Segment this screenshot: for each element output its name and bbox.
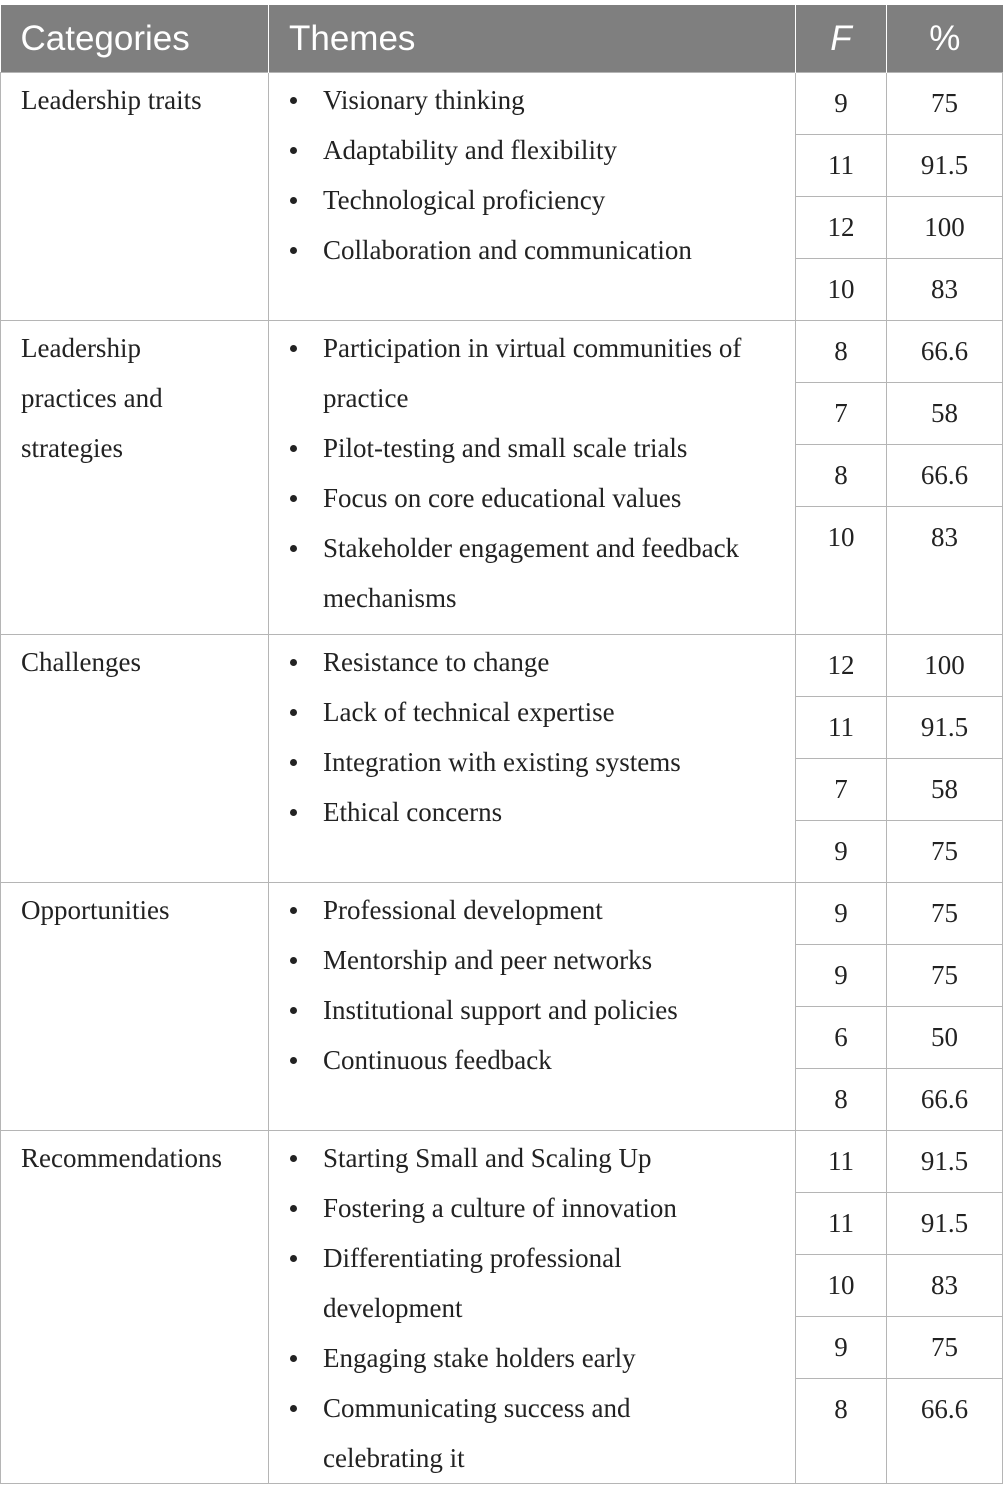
frequency-value: 9: [796, 883, 886, 945]
header-row: [1, 5, 1003, 73]
frequency-value: 11: [796, 135, 886, 197]
theme-item: Collaboration and communication: [289, 225, 775, 275]
percent-value: 91.5: [887, 1131, 1002, 1193]
table-row: [1, 635, 1003, 883]
theme-item: Fostering a culture of innovation: [289, 1183, 775, 1233]
frequency-value: 8: [834, 1084, 848, 1114]
percent-value: 75: [887, 945, 1002, 1007]
frequency-values: [796, 635, 886, 882]
theme-item: Differentiating professional development: [289, 1233, 623, 1333]
percent-value: 58: [887, 383, 1002, 445]
frequency-values: [796, 73, 886, 320]
frequency-value: 9: [796, 945, 886, 1007]
header-themes: Themes: [269, 5, 796, 73]
frequency-values: [796, 1131, 886, 1461]
category-cell: [1, 73, 269, 321]
percent-value: 91.5: [887, 1193, 1002, 1255]
frequency-cell: [796, 883, 887, 1131]
percent-value: 75: [931, 836, 958, 866]
header-percent: %: [887, 5, 1003, 73]
percent-values: [887, 635, 1002, 882]
frequency-value: 8: [834, 1394, 848, 1424]
theme-list: [289, 1131, 775, 1483]
theme-item: Stakeholder engagement and feedback mechanisms: [289, 523, 773, 623]
frequency-cell: [796, 1131, 887, 1484]
theme-item: Ethical concerns: [289, 787, 775, 837]
frequency-cell: [796, 73, 887, 321]
theme-list: [289, 321, 775, 623]
percent-value: 66.6: [887, 445, 1002, 507]
theme-item: Resistance to change: [289, 637, 775, 687]
frequency-value: 7: [796, 759, 886, 821]
percent-cell: [887, 883, 1003, 1131]
frequency-value: 10: [796, 1255, 886, 1317]
frequency-values: [796, 883, 886, 1130]
frequency-value: 9: [796, 73, 886, 135]
themes-cell: [269, 73, 796, 321]
frequency-value: 11: [796, 1193, 886, 1255]
category-label: Leadership practices and strategies: [21, 333, 163, 463]
theme-item: Professional development: [289, 885, 775, 935]
percent-value: 66.6: [920, 1394, 969, 1424]
theme-item: Focus on core educational values: [289, 473, 775, 523]
theme-list: [289, 635, 775, 837]
percent-values: [887, 73, 1002, 320]
percent-value: 91.5: [887, 135, 1002, 197]
frequency-value: 12: [796, 635, 886, 697]
table-row: [1, 73, 1003, 321]
theme-item: Lack of technical expertise: [289, 687, 775, 737]
frequency-value: 10: [827, 522, 855, 552]
percent-value: 100: [887, 635, 1002, 697]
percent-cell: [887, 1131, 1003, 1484]
category-cell: [1, 883, 269, 1131]
header-categories: Categories: [1, 5, 269, 73]
percent-values: [887, 883, 1002, 1130]
theme-item: Starting Small and Scaling Up: [289, 1133, 775, 1183]
theme-list: [289, 883, 775, 1085]
theme-list: [289, 73, 775, 275]
themes-cell: [269, 321, 796, 635]
theme-item: Mentorship and peer networks: [289, 935, 775, 985]
frequency-value: 8: [796, 445, 886, 507]
frequency-cell: [796, 321, 887, 635]
theme-item: Communicating success and celebrating it: [289, 1383, 663, 1483]
category-cell: [1, 635, 269, 883]
percent-values: [887, 321, 1002, 634]
frequency-value: 6: [796, 1007, 886, 1069]
percent-cell: [887, 635, 1003, 883]
percent-value: 75: [887, 73, 1002, 135]
header-frequency: F: [796, 5, 887, 73]
themes-cell: [269, 883, 796, 1131]
themes-cell: [269, 635, 796, 883]
theme-item: Pilot-testing and small scale trials: [289, 423, 775, 473]
percent-value: 50: [887, 1007, 1002, 1069]
category-cell: [1, 321, 269, 635]
table-row: [1, 321, 1003, 635]
percent-value: 83: [931, 522, 958, 552]
percent-value: 75: [887, 883, 1002, 945]
theme-item: Institutional support and policies: [289, 985, 775, 1035]
category-label: Leadership traits: [21, 85, 202, 115]
table-row: [1, 883, 1003, 1131]
percent-value: 83: [887, 1255, 1002, 1317]
percent-value: 91.5: [887, 697, 1002, 759]
table-header: [1, 5, 1003, 73]
frequency-value: 9: [834, 836, 848, 866]
theme-item: Technological proficiency: [289, 175, 775, 225]
category-label: Opportunities: [21, 895, 170, 925]
frequency-values: [796, 321, 886, 634]
percent-values: [887, 1131, 1002, 1461]
frequency-value: 12: [796, 197, 886, 259]
data-table: [0, 5, 1003, 1484]
category-label: Challenges: [21, 647, 141, 677]
frequency-value: 8: [796, 321, 886, 383]
theme-item: Visionary thinking: [289, 75, 775, 125]
theme-item: Adaptability and flexibility: [289, 125, 775, 175]
percent-value: 66.6: [887, 321, 1002, 383]
percent-cell: [887, 321, 1003, 635]
percent-value: 66.6: [920, 1084, 969, 1114]
percent-cell: [887, 73, 1003, 321]
percent-value: 100: [887, 197, 1002, 259]
category-cell: [1, 1131, 269, 1484]
frequency-value: 10: [827, 274, 855, 304]
frequency-value: 7: [796, 383, 886, 445]
theme-item: Participation in virtual communities of practice: [289, 323, 753, 423]
theme-item: Engaging stake holders early: [289, 1333, 775, 1383]
category-label: Recommendations: [21, 1143, 222, 1173]
percent-value: 75: [887, 1317, 1002, 1379]
frequency-cell: [796, 635, 887, 883]
frequency-value: 11: [796, 1131, 886, 1193]
theme-item: Integration with existing systems: [289, 737, 775, 787]
frequency-value: 9: [796, 1317, 886, 1379]
table-row: [1, 1131, 1003, 1484]
percent-value: 83: [931, 274, 958, 304]
themes-table: [0, 5, 1002, 1484]
percent-value: 58: [887, 759, 1002, 821]
frequency-value: 11: [796, 697, 886, 759]
theme-item: Continuous feedback: [289, 1035, 775, 1085]
themes-cell: [269, 1131, 796, 1484]
